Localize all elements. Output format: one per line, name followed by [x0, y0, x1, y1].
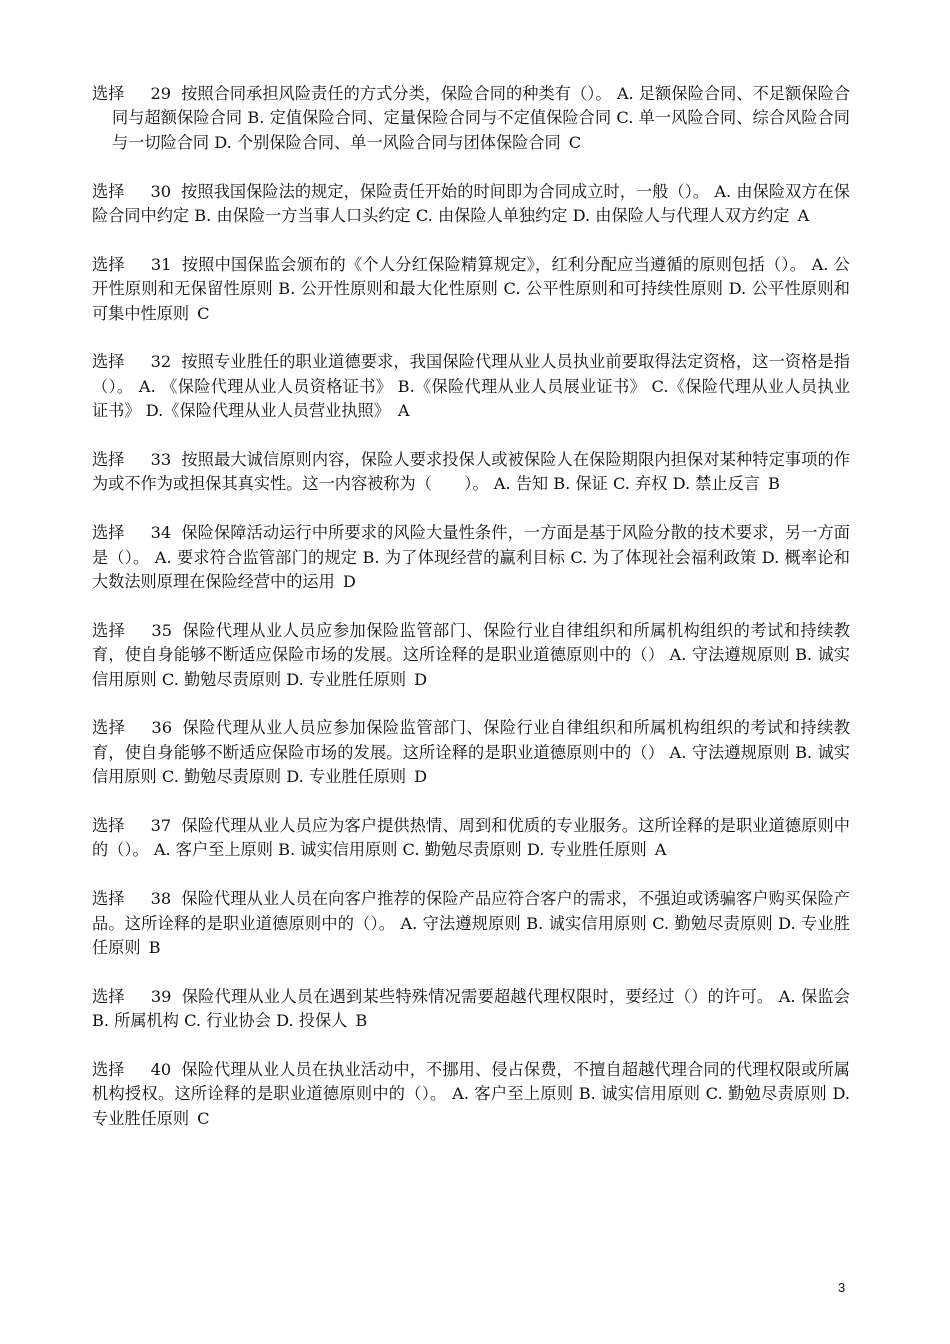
- question-36: [92, 716, 850, 789]
- question-number: 40: [150, 1060, 172, 1080]
- question-options: A. 《保险代理从业人员资格证书》 B.《保险代理从业人员展业证书》 C.《保险代理从业人员执业证书》 D.《保险代理从业人员营业执照》: [92, 376, 851, 421]
- question-stem: 保险代理从业人员在遇到某些特殊情况需要超越代理权限时，要经过（）的许可。: [181, 986, 774, 1006]
- question-stem: 保险代理从业人员在执业活动中，不挪用、侵占保费，不擅自超越代理合同的代理权限或所属机构授权。这所诠释的是职业道德原则中的（）。: [92, 1060, 850, 1104]
- question-list: [92, 82, 850, 1131]
- question-stem: 保险代理从业人员应参加保险监管部门、保险行业自律组织和所属机构组织的考试和持续教育，使自身能够不断适应保险市场的发展。这所诠释的是职业道德原则中的（）: [92, 620, 851, 665]
- question-answer: B: [148, 938, 161, 958]
- question-type: 选择: [92, 718, 126, 738]
- question-stem: 按照中国保监会颁布的《个人分红保险精算规定》，红利分配应当遵循的原则包括（）。: [181, 254, 807, 274]
- question-number: 34: [150, 523, 172, 543]
- question-number: 39: [150, 986, 172, 1006]
- question-34: [92, 521, 850, 594]
- question-type: 选择: [92, 620, 126, 640]
- question-type: 选择: [92, 352, 125, 372]
- question-options: A. 守法遵规原则 B. 诚实信用原则 C. 勤勉尽责原则 D. 专业胜任原则: [92, 913, 850, 958]
- question-options: A. 由保险双方在保险合同中约定 B. 由保险一方当事人口头约定 C. 由保险人单独约定 D. 由保险人与代理人双方约定: [92, 181, 850, 226]
- question-38: [92, 887, 850, 960]
- question-answer: B: [355, 1011, 368, 1031]
- question-number: 38: [150, 889, 172, 909]
- question-answer: D: [342, 572, 356, 592]
- question-type: 选择: [92, 450, 125, 470]
- question-answer: D: [414, 669, 428, 689]
- question-stem: 按照专业胜任的职业道德要求，我国保险代理从业人员执业前要取得法定资格，这一资格是指（）。: [92, 352, 850, 396]
- question-number: 32: [150, 352, 172, 372]
- question-options: A. 公开性原则和无保留性原则 B. 公开性原则和最大化性原则 C. 公平性原则和可持续性原则 D. 公平性原则和可集中性原则: [92, 254, 850, 323]
- question-stem: 保险保障活动运行中所要求的风险大量性条件，一方面是基于风险分散的技术要求，另一方面是（）。: [92, 523, 850, 567]
- question-type: 选择: [92, 889, 125, 909]
- question-number: 36: [151, 718, 173, 738]
- question-options: A. 客户至上原则 B. 诚实信用原则 C. 勤勉尽责原则 D. 专业胜任原则: [92, 1084, 850, 1128]
- question-stem: 保险代理从业人员应参加保险监管部门、保险行业自律组织和所属机构组织的考试和持续教育，使自身能够不断适应保险市场的发展。这所诠释的是职业道德原则中的（）: [92, 718, 851, 762]
- question-answer: D: [414, 767, 428, 787]
- question-30: [92, 180, 850, 229]
- question-type: 选择: [92, 181, 125, 201]
- question-type: 选择: [92, 523, 125, 543]
- question-stem: 按照我国保险法的规定，保险责任开始的时间即为合同成立时，一般（）。: [181, 181, 710, 201]
- question-39: [92, 985, 850, 1034]
- question-type: 选择: [92, 1060, 125, 1080]
- question-number: 31: [150, 254, 172, 274]
- question-29: [92, 82, 850, 155]
- question-number: 30: [150, 181, 172, 201]
- question-number: 35: [151, 620, 173, 640]
- question-32: [92, 350, 850, 423]
- page-number: 3: [838, 1280, 846, 1295]
- question-number: 37: [150, 816, 172, 836]
- question-33: [92, 448, 850, 497]
- question-35: [92, 619, 850, 692]
- question-31: [92, 253, 850, 326]
- question-answer: A: [397, 401, 410, 421]
- question-options: A. 足额保险合同、不足额保险合同与超额保险合同 B. 定值保险合同、定量保险合同与不定值保险合同 C. 单一风险合同、综合风险合同与一切险合同 D. 个别保险合同、单一风险合同与团体保险合同: [112, 84, 851, 152]
- question-type: 选择: [92, 986, 125, 1006]
- question-type: 选择: [92, 84, 125, 103]
- question-options: A. 客户至上原则 B. 诚实信用原则 C. 勤勉尽责原则 D. 专业胜任原则: [153, 840, 647, 860]
- question-40: [92, 1058, 850, 1131]
- question-options: A. 守法遵规原则 B. 诚实信用原则 C. 勤勉尽责原则 D. 专业胜任原则: [92, 742, 850, 787]
- question-answer: C: [197, 303, 210, 323]
- question-stem: 按照最大诚信原则内容，保险人要求投保人或被保险人在保险期限内担保对某种特定事项的作为或不作为或担保其真实性。这一内容被称为（ ）。: [92, 450, 850, 494]
- question-options: A. 保监会 B. 所属机构 C. 行业协会 D. 投保人: [92, 986, 851, 1031]
- question-number: 33: [150, 450, 172, 470]
- question-stem: 保险代理从业人员在向客户推荐的保险产品应符合客户的需求，不强迫或诱骗客户购买保险产品。这所诠释的是职业道德原则中的（）。: [92, 889, 850, 933]
- question-stem: 保险代理从业人员应为客户提供热情、周到和优质的专业服务。这所诠释的是职业道德原则中的（）。: [92, 816, 850, 860]
- question-answer: C: [568, 132, 582, 152]
- question-options: A. 告知 B. 保证 C. 弃权 D. 禁止反言: [493, 474, 761, 494]
- question-stem: 按照合同承担风险责任的方式分类，保险合同的种类有（）。: [181, 84, 612, 103]
- question-options: A. 守法遵规原则 B. 诚实信用原则 C. 勤勉尽责原则 D. 专业胜任原则: [92, 645, 850, 689]
- question-number: 29: [150, 84, 172, 103]
- question-options: A. 要求符合监管部门的规定 B. 为了体现经营的赢利目标 C. 为了体现社会福利政策 D. 概率论和大数法则原理在保险经营中的运用: [92, 547, 850, 592]
- question-answer: A: [654, 840, 667, 860]
- question-37: [92, 814, 850, 863]
- question-answer: A: [797, 206, 810, 226]
- question-answer: C: [197, 1108, 210, 1128]
- question-type: 选择: [92, 816, 125, 836]
- question-type: 选择: [92, 254, 125, 274]
- question-answer: B: [768, 474, 780, 494]
